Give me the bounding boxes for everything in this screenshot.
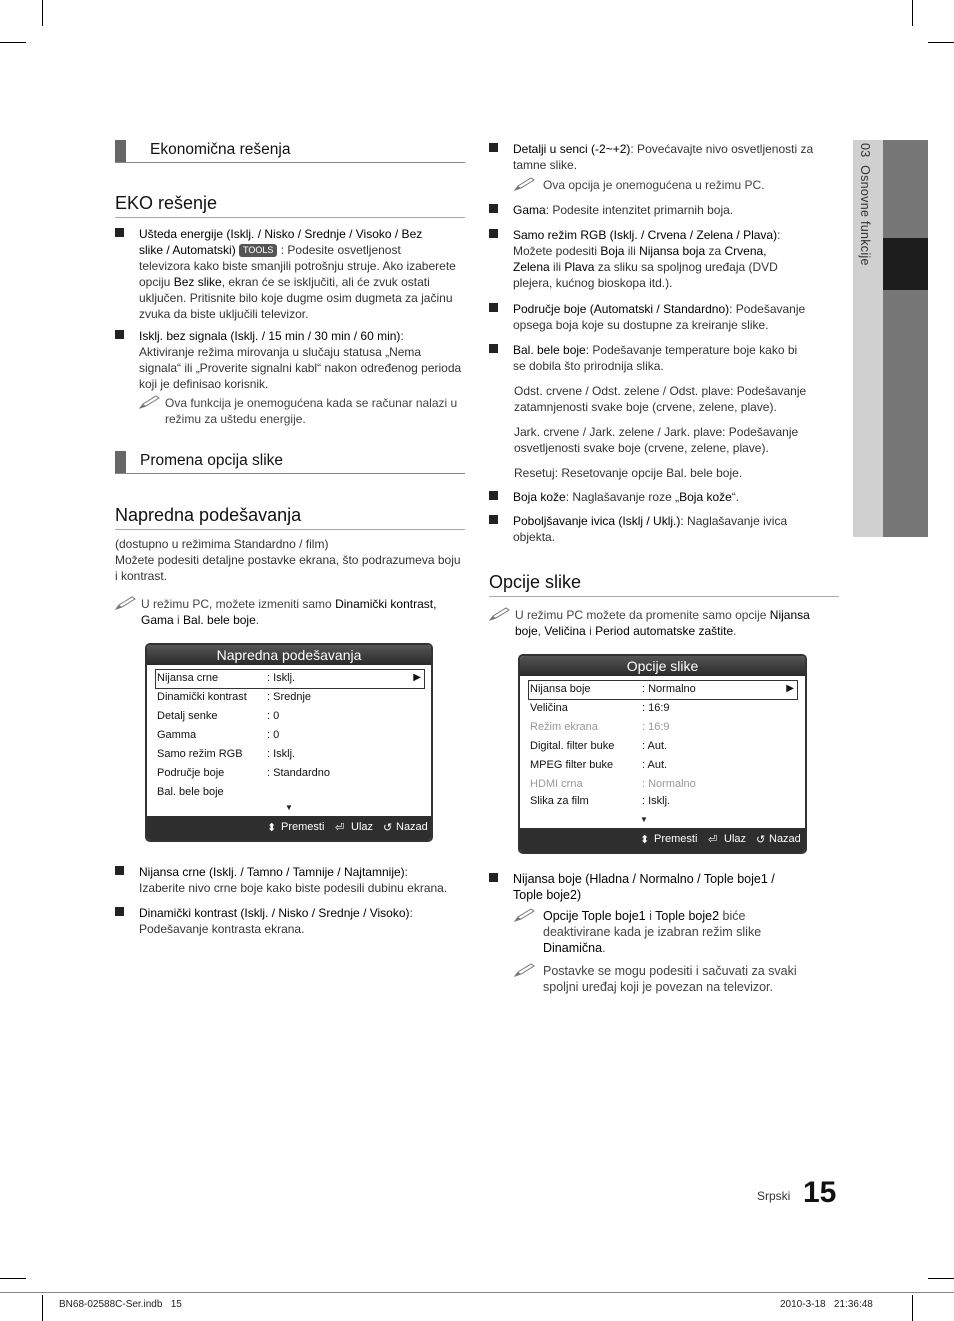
term: Odst. crvene (514, 384, 583, 398)
note (514, 177, 834, 195)
osd-item-value: : 16:9 (642, 721, 670, 733)
osd-move: Premesti (654, 833, 698, 845)
sub-paragraph (514, 424, 844, 456)
term: Period automatske zaštite (595, 624, 734, 638)
note (489, 607, 839, 641)
text-line (513, 513, 787, 529)
osd-item-label: Veličina (530, 702, 568, 714)
osd-enter: Ulaz (724, 833, 747, 845)
osd-item-value: : Srednje (267, 691, 312, 703)
text-line (139, 328, 461, 344)
text: i (645, 909, 656, 923)
text: : Naglašavanje ivica (680, 514, 788, 528)
term: Crvena, (724, 244, 767, 258)
osd-item-label: HDMI crna (530, 778, 583, 790)
section-title: Ekonomična rešenja (150, 141, 291, 158)
term: Nijansa crne (Isklj. / Tamno / Tamnije / Najtamnije) (139, 865, 405, 879)
osd-item-value: : 0 (267, 710, 280, 722)
text: U režimu PC, možete izmeniti samo (141, 597, 336, 611)
text: ili (624, 244, 640, 258)
term: Ušteda energije (Isklj. / Nisko / Srednje / Visoko / Bez (139, 227, 423, 241)
enter-icon: ⏎ (708, 834, 718, 846)
text-line (141, 612, 436, 628)
text: / (579, 425, 590, 439)
term: slike / Automatski) (139, 243, 236, 257)
text-line (513, 259, 780, 275)
osd-item-label: Detalj senke (157, 710, 218, 722)
text-line (543, 908, 761, 924)
text-line (139, 258, 456, 274)
arrow-right-icon: ▶ (413, 672, 421, 683)
osd-item-value: : Normalno (642, 683, 696, 695)
text-line (513, 358, 797, 374)
bullet-item (115, 328, 465, 394)
term: Zelena (513, 260, 550, 274)
term: Tople boje2 (655, 909, 720, 923)
osd-item-label: Samo režim RGB (157, 748, 243, 760)
osd-menu-item[interactable] (157, 726, 423, 744)
tools-badge: TOOLS (239, 244, 277, 257)
text-line (513, 489, 739, 505)
term: Resetuj (514, 466, 555, 480)
text: Izaberite nivo crne boje kako biste podesili dubinu ekrana. (139, 881, 448, 895)
text: / (582, 384, 593, 398)
text: signala“ ili „Proverite signalni kabl“ nakon određenog perioda (139, 361, 462, 375)
term: Poboljšavanje ivica (Isklj / Uklj.) (513, 514, 681, 528)
term: Odst. plave (669, 384, 731, 398)
osd-menu-item[interactable] (157, 764, 423, 782)
pencil-note-icon (139, 395, 161, 409)
text: objekta. (513, 530, 556, 544)
osd-footer (147, 816, 431, 840)
osd-menu-item[interactable] (157, 707, 423, 725)
osd-title: Napredna podešavanja (147, 645, 431, 665)
text: : (777, 228, 781, 242)
text: uključen. Pritisnite bilo koje dugme osim dugmeta za jačinu (139, 291, 453, 305)
intro-text (115, 536, 465, 584)
text: U režimu PC možete da promenite samo opcije (515, 608, 770, 622)
osd-item-value: : 16:9 (642, 702, 670, 714)
term: Dinamična (543, 941, 603, 955)
osd-menu-item[interactable] (530, 775, 796, 793)
crop-mark (0, 1278, 26, 1279)
osd-menu-item[interactable] (530, 737, 796, 755)
term: Boja kože (513, 490, 566, 504)
text-line (543, 924, 761, 940)
osd-back: Nazad (396, 821, 428, 833)
text-line (513, 317, 805, 333)
text: : Podešavanje (729, 302, 806, 316)
sub-paragraph (514, 383, 844, 415)
text: , ekran će se isključiti, ali će zvuk ostati (221, 275, 430, 289)
text-line (515, 623, 810, 639)
text: . (255, 613, 260, 627)
text: za (705, 244, 725, 258)
heading-opcije: Opcije slike (489, 572, 839, 597)
text-line (514, 399, 844, 415)
text: režimu za uštedu energije. (165, 412, 306, 426)
text-line (514, 440, 844, 456)
text: televizora kako biste smanjili potrošnju struje. Ako izaberete (139, 259, 456, 273)
crop-mark (42, 0, 43, 26)
term: Standardno / film (233, 537, 325, 551)
text-line (543, 979, 797, 995)
text-line (513, 871, 775, 887)
term: Opcije Tople boje1 (543, 909, 646, 923)
text-line (115, 536, 465, 552)
osd-item-label: Dinamički kontrast (157, 691, 247, 703)
osd-item-label: Nijansa boje (530, 683, 591, 695)
text-line (139, 360, 461, 376)
text-line (141, 596, 436, 612)
text: Podešavanje kontrasta ekrana. (139, 922, 305, 936)
text: zvuka da biste uključili televizor. (139, 307, 309, 321)
term: Jark. plave (664, 425, 723, 439)
term: Dinamički kontrast (Isklj. / Nisko / Srednje / Visoko) (139, 906, 410, 920)
pencil-note-icon (489, 607, 511, 621)
osd-enter: Ulaz (351, 821, 374, 833)
crop-mark (0, 42, 26, 43)
text: koji je definisao korisnik. (139, 377, 269, 391)
osd-item-label: Gamma (157, 729, 197, 741)
osd-item-label: Bal. bele boje (157, 786, 224, 798)
footer-file: BN68-02588C-Ser.indb 15 (59, 1299, 182, 1310)
text-line (139, 290, 456, 306)
text: / (654, 425, 665, 439)
osd-move: Premesti (281, 821, 325, 833)
text-line (115, 552, 465, 568)
text: . (733, 624, 737, 638)
text: i (585, 624, 596, 638)
text: . (738, 466, 743, 480)
osd-back: Nazad (769, 833, 801, 845)
term: Nijansa (769, 608, 810, 622)
crop-mark (42, 1295, 43, 1321)
term: Detalji u senci (-2~+2) (513, 142, 631, 156)
term: Samo režim RGB (Isklj. / Crvena / Zelena / Plava) (513, 228, 778, 242)
text: : (400, 329, 404, 343)
osd-item-label: Slika za film (530, 795, 589, 807)
osd-menu-item[interactable] (157, 745, 423, 763)
text: : Podešavanje (730, 384, 807, 398)
term: Boja kože (679, 490, 732, 504)
osd-item-value: : Normalno (642, 778, 696, 790)
term: Isklj. bez signala (Isklj. / 15 min / 30 min / 60 min) (139, 329, 401, 343)
term: Gama (513, 203, 546, 217)
back-icon: ↺ (383, 822, 393, 834)
pencil-note-icon (514, 177, 536, 191)
move-icon: ⬍ (640, 834, 650, 846)
note (115, 596, 465, 630)
footer-language: Srpski (757, 1189, 791, 1203)
text: i kontrast. (115, 569, 168, 583)
text: Postavke se mogu podesiti i sačuvati za svaki (543, 964, 797, 978)
text-line (513, 529, 787, 545)
osd-item-value: : Aut. (642, 759, 668, 771)
osd-napredna (145, 643, 433, 842)
term: Bal. bele boje (513, 343, 586, 357)
text-line (165, 395, 457, 411)
text: spoljni uređaj koji je povezan na televizor. (543, 980, 773, 994)
text: za sliku sa spoljnog uređaja (DVD (594, 260, 778, 274)
text-line (543, 177, 764, 193)
text: : Podesite intenzitet primarnih boja. (545, 203, 734, 217)
text-line (139, 242, 456, 258)
text-line (139, 226, 456, 242)
crop-mark (912, 1295, 913, 1321)
section-title: Promena opcija slike (140, 452, 284, 469)
scroll-down-icon: ▼ (640, 815, 648, 824)
text: : Podešavanje temperature boje kako bi (585, 343, 798, 357)
text: i (173, 613, 184, 627)
text-line (139, 921, 413, 937)
osd-menu-item[interactable] (157, 783, 423, 801)
text: osvetljenosti svake boje (crvene, zelene, plave). (514, 441, 769, 455)
enter-icon: ⏎ (335, 822, 345, 834)
osd-menu-item[interactable] (530, 699, 796, 717)
footer-datetime: 2010-3-18 21:36:48 (780, 1299, 873, 1310)
text: : Povećavajte nivo osvetljenosti za (630, 142, 814, 156)
text-line (513, 141, 813, 157)
chapter-label: 03 Osnovne funkcije (858, 143, 872, 266)
text-line (513, 202, 733, 218)
text-line (513, 227, 780, 243)
osd-menu-item[interactable] (530, 680, 796, 698)
text: Ova funkcija je onemogućena kada se računar nalazi u (165, 396, 458, 410)
text-line (139, 905, 413, 921)
text: deaktivirane kada je izabran režim slike (543, 925, 762, 939)
note (139, 395, 469, 429)
osd-item-value: : Aut. (642, 740, 668, 752)
text-line (139, 344, 461, 360)
heading-napredna: Napredna podešavanja (115, 505, 465, 530)
arrow-right-icon: ▶ (786, 683, 794, 694)
text: : Resetovanje opcije (554, 466, 667, 480)
text-line (514, 383, 844, 399)
term: Veličina (544, 624, 586, 638)
term: Jark. zelene (589, 425, 655, 439)
osd-item-label: Područje boje (157, 767, 225, 779)
text-line (115, 568, 465, 584)
text: / (659, 384, 670, 398)
text: Možete podesiti detaljne postavke ekrana, što podrazumeva boju (115, 553, 461, 567)
text-line (139, 864, 447, 880)
text: “. (731, 490, 740, 504)
osd-footer (520, 828, 805, 852)
term: Bal. bele boje (183, 613, 256, 627)
bullet-item (115, 864, 465, 898)
osd-item-value: : Isklj. (267, 672, 296, 684)
text: : (409, 906, 413, 920)
text: : Podesite osvetljenost (277, 243, 401, 257)
text: , (537, 624, 545, 638)
osd-menu-item[interactable] (157, 688, 423, 706)
text: biće (719, 909, 746, 923)
bullet-item (489, 871, 839, 905)
crop-mark (928, 1278, 954, 1279)
osd-opcije (518, 654, 807, 854)
osd-menu-item[interactable] (530, 756, 796, 774)
text-line (513, 157, 813, 173)
text: ) (324, 537, 329, 551)
term: boje (515, 624, 538, 638)
osd-item-label: Nijansa crne (157, 672, 219, 684)
text-line (165, 411, 457, 427)
text: opciju (139, 275, 174, 289)
text-line (515, 607, 810, 623)
osd-item-value: : Standardno (267, 767, 330, 779)
text: se dobila što prirodnija slika. (513, 359, 664, 373)
osd-menu-item[interactable] (530, 792, 796, 810)
osd-menu-item[interactable] (530, 718, 796, 736)
text: : Naglašavanje roze „ (565, 490, 680, 504)
text-line (513, 342, 797, 358)
text: zatamnjenosti svake boje (crvene, zelene, plave). (514, 400, 777, 414)
text-line (514, 424, 844, 440)
text-line (513, 275, 780, 291)
crop-mark (912, 0, 913, 26)
term: Jark. crvene (514, 425, 580, 439)
text: . (602, 941, 606, 955)
chapter-tab (883, 238, 928, 290)
text-line (543, 940, 761, 956)
term: Nijansa boje (Hladna / Normalno / Tople boje1 / (513, 872, 775, 886)
term: Boja (600, 244, 625, 258)
heading-eko: EKO rešenje (115, 193, 465, 218)
pencil-note-icon (514, 963, 536, 977)
scroll-down-icon: ▼ (285, 803, 293, 812)
bullet-item (115, 226, 465, 322)
footer-rule (0, 1292, 954, 1293)
osd-item-label: Režim ekrana (530, 721, 598, 733)
text: (dostupno u režimima (115, 537, 234, 551)
move-icon: ⬍ (267, 822, 277, 834)
osd-item-label: MPEG filter buke (530, 759, 614, 771)
text-line (513, 301, 805, 317)
text: : (404, 865, 408, 879)
term: Bal. bele boje (666, 466, 739, 480)
term: Bez slike (173, 275, 222, 289)
text-line (139, 376, 461, 392)
section-header (115, 140, 465, 163)
text: Ova opcija je onemogućena u režimu PC. (543, 178, 765, 192)
text: plejera, kućnog bioskopa itd.). (513, 276, 673, 290)
term: Tople boje2) (513, 888, 582, 902)
text: tamne slike. (513, 158, 578, 172)
osd-item-label: Digital. filter buke (530, 740, 615, 752)
pencil-note-icon (514, 908, 536, 922)
term: Plava (564, 260, 595, 274)
text: Aktiviranje režima mirovanja u slučaju statusa „Nema (139, 345, 422, 359)
text-line (139, 306, 456, 322)
text: Možete podesiti (513, 244, 601, 258)
section-header (115, 451, 465, 474)
term: Dinamički kontrast, (335, 597, 437, 611)
text: : Podešavanje (722, 425, 799, 439)
pencil-note-icon (115, 596, 137, 610)
osd-item-value: : Isklj. (267, 748, 296, 760)
text-line (514, 465, 844, 481)
page-number: 15 (803, 1176, 837, 1209)
text-line (543, 963, 797, 979)
text-line (139, 274, 456, 290)
sub-paragraph (514, 465, 844, 481)
term: Gama (141, 613, 174, 627)
text: opsega boja koje su dostupne za kreiranje slike. (513, 318, 769, 332)
osd-title: Opcije slike (520, 656, 805, 676)
text-line (513, 243, 780, 259)
back-icon: ↺ (756, 834, 766, 846)
term: Odst. zelene (592, 384, 660, 398)
osd-item-value: : Isklj. (642, 795, 671, 807)
crop-mark (928, 42, 954, 43)
osd-item-value: : 0 (267, 729, 280, 741)
chapter-sidebar-edge (883, 140, 928, 537)
osd-menu-item[interactable] (157, 669, 423, 687)
bullet-item (115, 905, 465, 939)
term: Područje boje (Automatski / Standardno) (513, 302, 730, 316)
text-line (139, 880, 447, 896)
text: ili (549, 260, 565, 274)
term: Nijansa boja (639, 244, 706, 258)
text-line (513, 887, 775, 903)
